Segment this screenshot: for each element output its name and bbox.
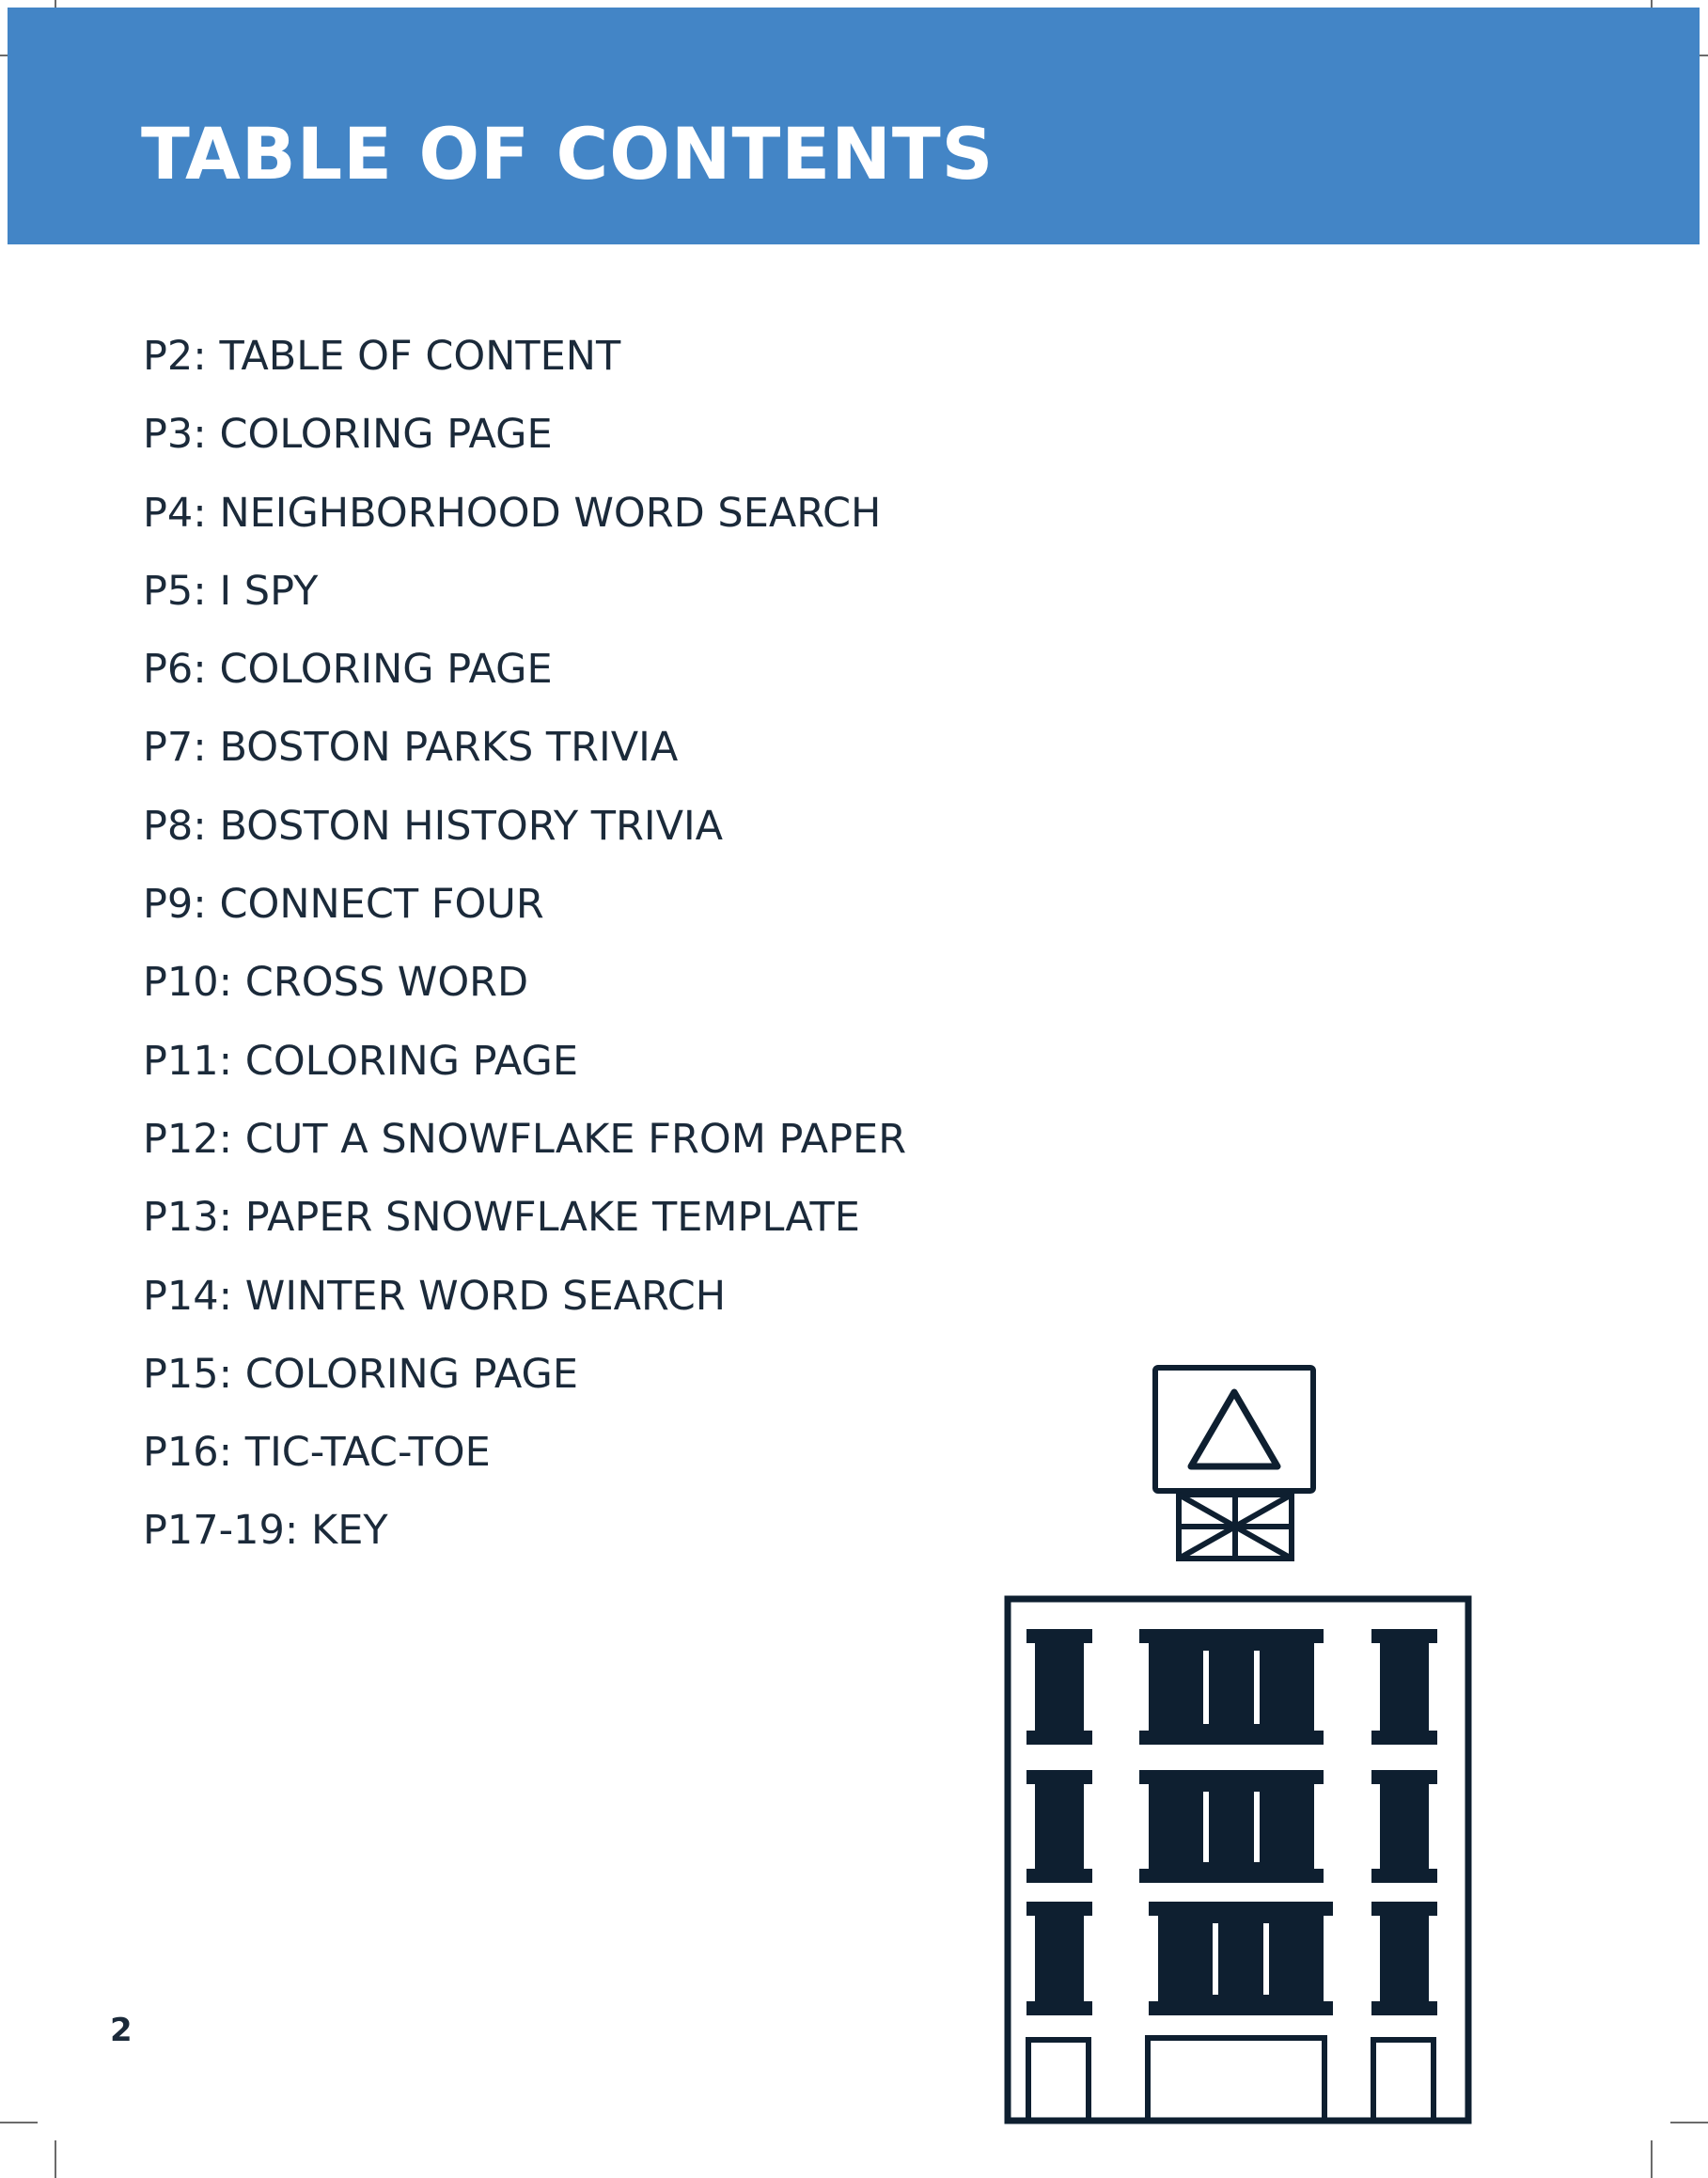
toc-item: P14: WINTER WORD SEARCH xyxy=(143,1272,727,1320)
door-left xyxy=(1028,2040,1089,2121)
toc-item: P7: BOSTON PARKS TRIVIA xyxy=(143,724,679,772)
toc-item: P13: PAPER SNOWFLAKE TEMPLATE xyxy=(143,1194,860,1242)
sign-board xyxy=(1155,1368,1313,1491)
windows-left-column xyxy=(1026,1629,1092,2015)
toc-item: P17-19: KEY xyxy=(143,1507,388,1555)
crop-mark xyxy=(0,2122,38,2123)
toc-item: P11: COLORING PAGE xyxy=(143,1037,578,1085)
building-illustration xyxy=(1000,1363,1480,2124)
crop-mark xyxy=(1651,2140,1653,2178)
toc-item: P8: BOSTON HISTORY TRIVIA xyxy=(143,802,724,850)
toc-item: P2: TABLE OF CONTENT xyxy=(143,333,621,380)
crop-mark xyxy=(55,2140,56,2178)
toc-item: P4: NEIGHBORHOOD WORD SEARCH xyxy=(143,489,882,537)
toc-item: P5: I SPY xyxy=(143,567,319,615)
toc-item: P6: COLORING PAGE xyxy=(143,646,553,694)
crop-mark xyxy=(1670,2122,1708,2123)
toc-item: P3: COLORING PAGE xyxy=(143,411,553,459)
door-right xyxy=(1373,2040,1434,2121)
toc-list xyxy=(143,318,906,1571)
windows-center-column xyxy=(1139,1629,1333,2015)
page-number: 2 xyxy=(110,2012,133,2049)
toc-item: P12: CUT A SNOWFLAKE FROM PAPER xyxy=(143,1115,907,1163)
toc-item: P10: CROSS WORD xyxy=(143,959,529,1007)
triangle-icon xyxy=(1191,1392,1277,1466)
toc-item: P15: COLORING PAGE xyxy=(143,1350,578,1398)
page-title: TABLE OF CONTENTS xyxy=(141,112,995,196)
door-center xyxy=(1148,2038,1324,2121)
toc-item: P9: CONNECT FOUR xyxy=(143,881,544,929)
toc-item: P16: TIC-TAC-TOE xyxy=(143,1429,491,1477)
windows-right-column xyxy=(1371,1629,1437,2015)
